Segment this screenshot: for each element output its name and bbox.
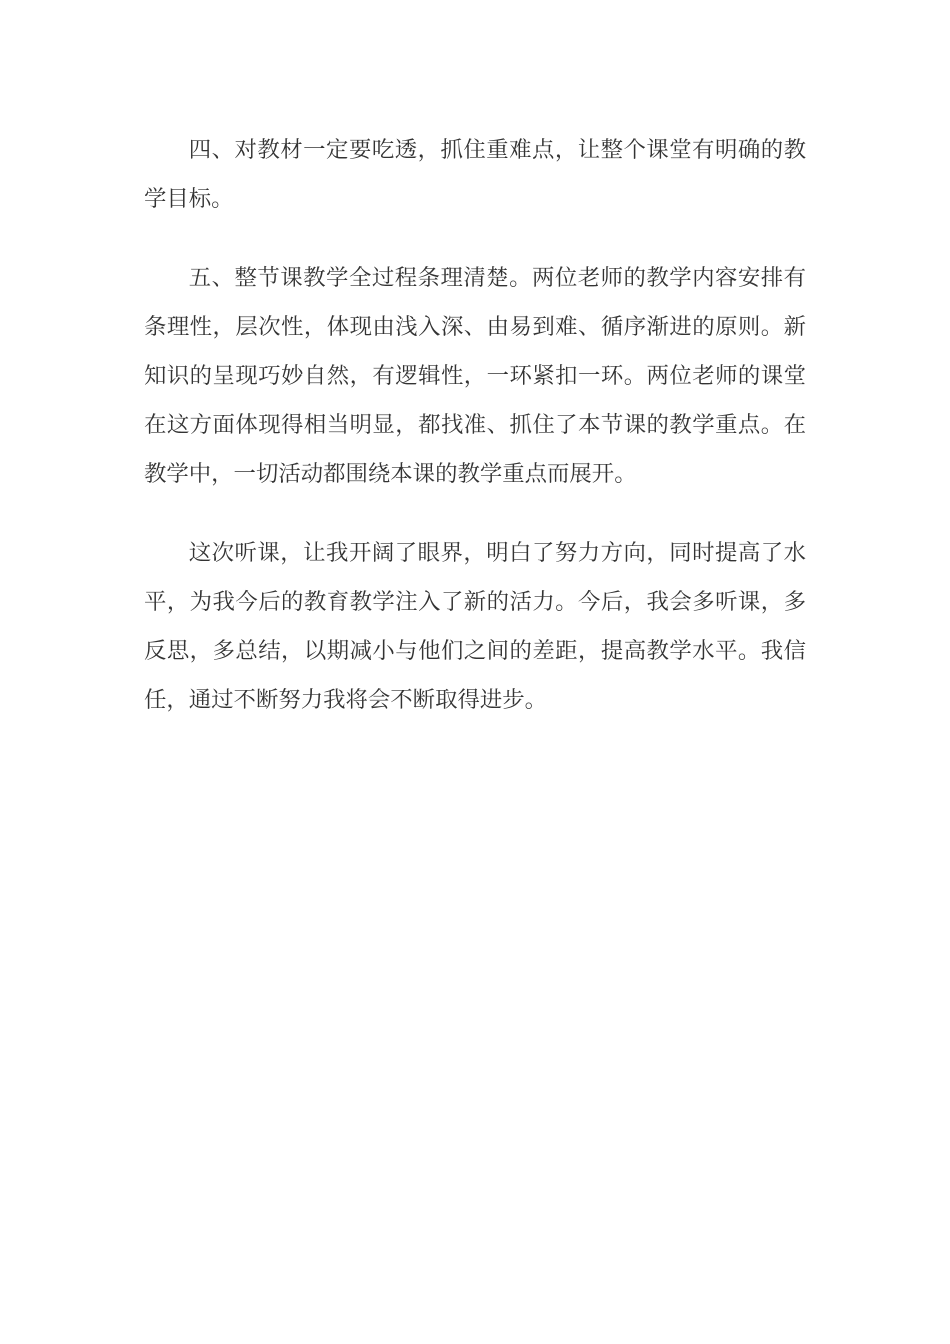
document-body (144, 126, 806, 755)
paragraph-textbook-mastery: 四、对教材一定要吃透，抓住重难点，让整个课堂有明确的教学目标。 (144, 137, 806, 212)
paragraph-lesson-structure: 五、整节课教学全过程条理清楚。两位老师的教学内容安排有条理性，层次性，体现由浅入深、由易到难、循序渐进的原则。新知识的呈现巧妙自然，有逻辑性，一环紧扣一环。两位老师的课堂在这方面体现得相当明显，都找准、抓住了本节课的教学重点。在教学中，一切活动都围绕本课的教学重点而展开。 (144, 265, 806, 487)
paragraph-reflection: 这次听课，让我开阔了眼界，明白了努力方向，同时提高了水平，为我今后的教育教学注入了新的活力。今后，我会多听课，多反思，多总结，以期减小与他们之间的差距，提高教学水平。我信任，通过不断努力我将会不断取得进步。 (144, 540, 806, 713)
